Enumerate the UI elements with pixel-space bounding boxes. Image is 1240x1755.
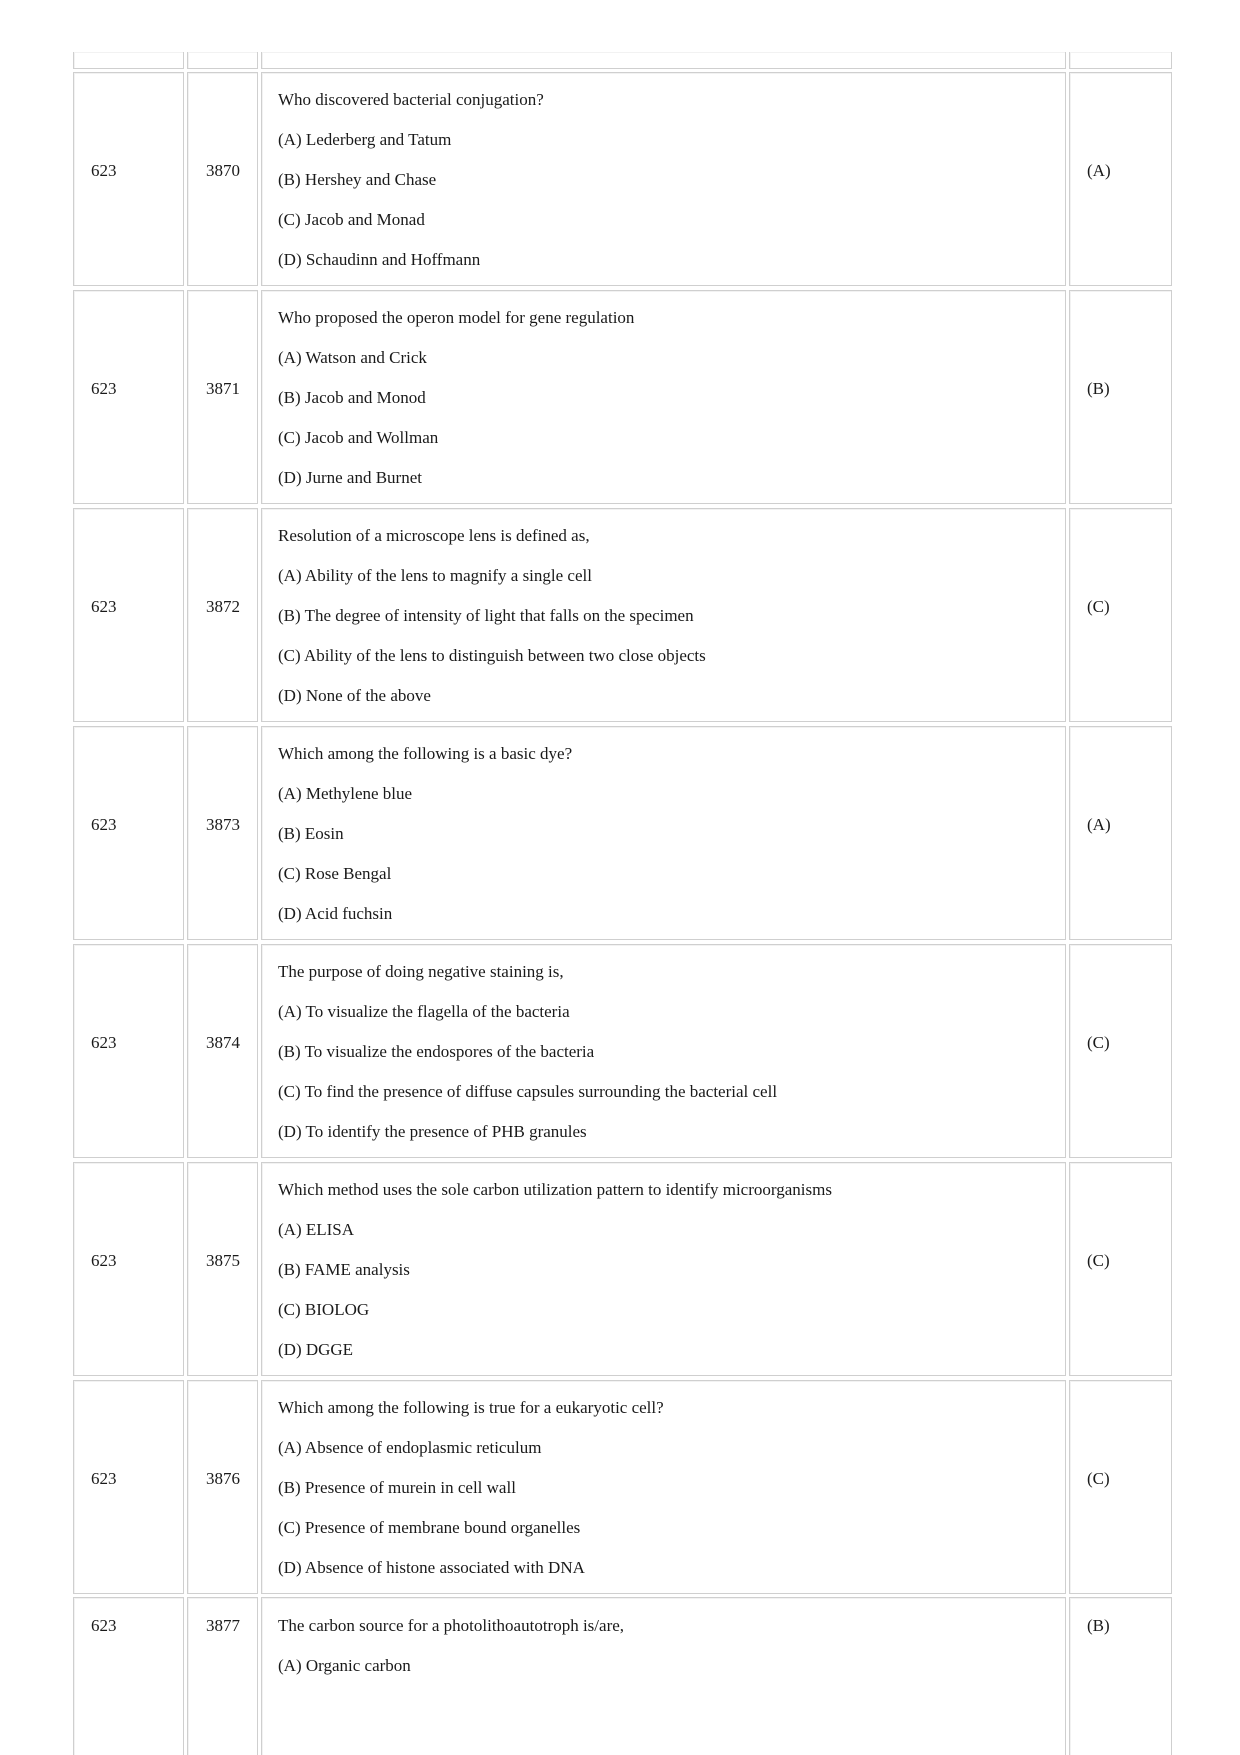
cell-question	[261, 52, 1066, 69]
cell-question	[261, 1597, 1066, 1755]
answer-key: (C)	[1087, 597, 1110, 616]
cell-answer	[1069, 1380, 1172, 1594]
question-text: Which among the following is a basic dye?	[278, 744, 573, 763]
cell-col2	[187, 1380, 258, 1594]
question-number: 3875	[206, 1251, 240, 1270]
option-b: (B) The degree of intensity of light that falls on the specimen	[278, 606, 694, 625]
option-d: (D) Acid fuchsin	[278, 904, 393, 923]
question-number: 3877	[206, 1616, 240, 1635]
question-number: 3874	[206, 1033, 240, 1052]
option-c: (C) To find the presence of diffuse capsules surrounding the bacterial cell	[278, 1082, 778, 1101]
paper-code: 623	[91, 815, 117, 834]
question-text: The purpose of doing negative staining is,	[278, 962, 564, 981]
cell-col1	[73, 1380, 184, 1594]
option-a: (A) Absence of endoplasmic reticulum	[278, 1438, 542, 1457]
cell-col1	[73, 1162, 184, 1376]
cell-question	[261, 290, 1066, 504]
answer-key: (B)	[1087, 379, 1110, 398]
paper-code: 623	[91, 1251, 117, 1270]
option-d: (D) To identify the presence of PHB granules	[278, 1122, 587, 1141]
cell-col2	[187, 508, 258, 722]
answer-key: (C)	[1087, 1469, 1110, 1488]
cell-answer	[1069, 1597, 1172, 1755]
option-a: (A) ELISA	[278, 1220, 355, 1239]
cell-answer	[1069, 508, 1172, 722]
question-text: Resolution of a microscope lens is defined as,	[278, 526, 590, 545]
option-b: (B) Hershey and Chase	[278, 170, 437, 189]
table-row	[73, 290, 1172, 504]
cell-col1	[73, 944, 184, 1158]
option-b: (B) Presence of murein in cell wall	[278, 1478, 516, 1497]
option-a: (A) Ability of the lens to magnify a single cell	[278, 566, 592, 585]
cell-col2	[187, 1597, 258, 1755]
answer-key: (C)	[1087, 1251, 1110, 1270]
question-number: 3876	[206, 1469, 240, 1488]
cell-col1	[73, 52, 184, 69]
paper-code: 623	[91, 1616, 117, 1635]
question-number: 3873	[206, 815, 240, 834]
answer-key: (B)	[1087, 1616, 1110, 1635]
cell-col2	[187, 944, 258, 1158]
option-d: (D) Schaudinn and Hoffmann	[278, 250, 481, 269]
table-row	[73, 1380, 1172, 1594]
cell-col1	[73, 726, 184, 940]
option-c: (C) Jacob and Wollman	[278, 428, 439, 447]
paper-code: 623	[91, 597, 117, 616]
answer-key: (A)	[1087, 161, 1111, 180]
option-c: (C) BIOLOG	[278, 1300, 370, 1319]
cell-col2	[187, 1162, 258, 1376]
cell-col1	[73, 508, 184, 722]
cell-question	[261, 1380, 1066, 1594]
option-c: (C) Ability of the lens to distinguish between two close objects	[278, 646, 706, 665]
cell-answer	[1069, 1162, 1172, 1376]
cell-answer	[1069, 290, 1172, 504]
option-d: (D) None of the above	[278, 686, 431, 705]
question-text: Who discovered bacterial conjugation?	[278, 90, 544, 109]
paper-code: 623	[91, 1033, 117, 1052]
option-a: (A) Lederberg and Tatum	[278, 130, 452, 149]
table-row	[73, 508, 1172, 722]
question-text: Which among the following is true for a eukaryotic cell?	[278, 1398, 664, 1417]
question-number: 3870	[206, 161, 240, 180]
paper-code: 623	[91, 1469, 117, 1488]
option-c: (C) Rose Bengal	[278, 864, 392, 883]
cell-question	[261, 1162, 1066, 1376]
option-d: (D) Absence of histone associated with DNA	[278, 1558, 585, 1577]
cell-answer	[1069, 944, 1172, 1158]
cell-col2	[187, 290, 258, 504]
option-c: (C) Jacob and Monad	[278, 210, 425, 229]
question-text: Who proposed the operon model for gene regulation	[278, 308, 635, 327]
question-text: The carbon source for a photolithoautotroph is/are,	[278, 1616, 625, 1635]
cell-col1	[73, 72, 184, 286]
cell-question	[261, 944, 1066, 1158]
option-b: (B) FAME analysis	[278, 1260, 410, 1279]
cell-question	[261, 508, 1066, 722]
cell-answer	[1069, 52, 1172, 69]
cell-col2	[187, 72, 258, 286]
option-b: (B) To visualize the endospores of the bacteria	[278, 1042, 595, 1061]
answer-key: (C)	[1087, 1033, 1110, 1052]
table-row	[73, 72, 1172, 286]
paper-code: 623	[91, 161, 117, 180]
table-row	[73, 1162, 1172, 1376]
cell-col1	[73, 1597, 184, 1755]
table-row	[73, 944, 1172, 1158]
cell-col2	[187, 52, 258, 69]
question-number: 3871	[206, 379, 240, 398]
table-row-partial-top	[73, 52, 1172, 69]
option-a: (A) To visualize the flagella of the bacteria	[278, 1002, 570, 1021]
cell-question	[261, 726, 1066, 940]
option-a: (A) Methylene blue	[278, 784, 413, 803]
paper-code: 623	[91, 379, 117, 398]
table-row	[73, 1597, 1172, 1755]
cell-answer	[1069, 72, 1172, 286]
cell-question	[261, 72, 1066, 286]
option-a: (A) Watson and Crick	[278, 348, 427, 367]
cell-col1	[73, 290, 184, 504]
answer-key: (A)	[1087, 815, 1111, 834]
option-a: (A) Organic carbon	[278, 1656, 411, 1675]
option-b: (B) Eosin	[278, 824, 344, 843]
option-d: (D) Jurne and Burnet	[278, 468, 422, 487]
cell-answer	[1069, 726, 1172, 940]
table-row	[73, 726, 1172, 940]
option-d: (D) DGGE	[278, 1340, 354, 1359]
cell-col2	[187, 726, 258, 940]
question-text: Which method uses the sole carbon utilization pattern to identify microorganisms	[278, 1180, 832, 1199]
option-b: (B) Jacob and Monod	[278, 388, 426, 407]
option-c: (C) Presence of membrane bound organelles	[278, 1518, 581, 1537]
question-number: 3872	[206, 597, 240, 616]
